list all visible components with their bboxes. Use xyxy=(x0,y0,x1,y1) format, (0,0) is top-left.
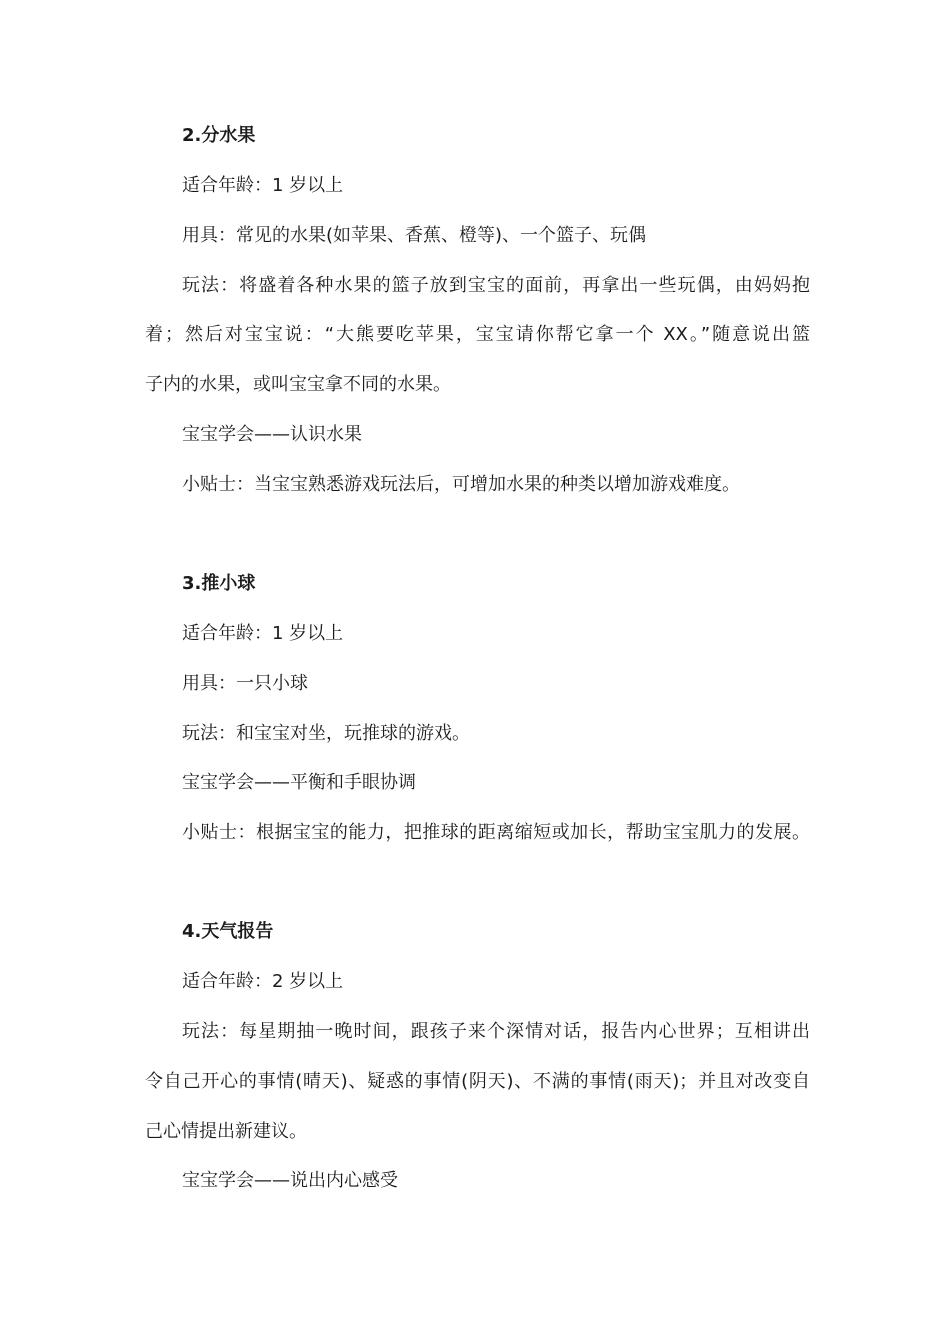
tools-line: 用具：一只小球 xyxy=(182,673,308,694)
learn-line: 宝宝学会——认识水果 xyxy=(182,424,362,445)
tip-line: 小贴士：当宝宝熟悉游戏玩法后，可增加水果的种类以增加游戏难度。 xyxy=(182,474,740,495)
play-line: 己心情提出新建议。 xyxy=(145,1121,307,1142)
tools-line: 用具：常见的水果(如苹果、香蕉、橙等)、一个篮子、玩偶 xyxy=(182,225,647,246)
age-line: 适合年龄：2 岁以上 xyxy=(182,971,344,992)
play-line: 玩法：和宝宝对坐，玩推球的游戏。 xyxy=(182,723,470,744)
section-title: 2.分水果 xyxy=(182,125,256,146)
age-line: 适合年龄：1 岁以上 xyxy=(182,623,344,644)
play-line: 令自己开心的事情(晴天)、疑惑的事情(阴天)、不满的事情(雨天)；并且对改变自 xyxy=(145,1071,810,1092)
play-line: 玩法：每星期抽一晚时间，跟孩子来个深情对话，报告内心世界；互相讲出 xyxy=(182,1021,810,1042)
learn-line: 宝宝学会——说出内心感受 xyxy=(182,1170,398,1191)
play-line: 着；然后对宝宝说：“大熊要吃苹果，宝宝请你帮它拿一个 XX。”随意说出篮 xyxy=(145,324,810,345)
section-title: 3.推小球 xyxy=(182,573,256,594)
tip-line: 小贴士：根据宝宝的能力，把推球的距离缩短或加长，帮助宝宝肌力的发展。 xyxy=(182,822,810,843)
learn-line: 宝宝学会——平衡和手眼协调 xyxy=(182,772,416,793)
section-title: 4.天气报告 xyxy=(182,921,274,942)
play-line: 玩法：将盛着各种水果的篮子放到宝宝的面前，再拿出一些玩偶，由妈妈抱 xyxy=(182,275,810,296)
age-line: 适合年龄：1 岁以上 xyxy=(182,175,344,196)
play-line: 子内的水果，或叫宝宝拿不同的水果。 xyxy=(145,374,451,395)
